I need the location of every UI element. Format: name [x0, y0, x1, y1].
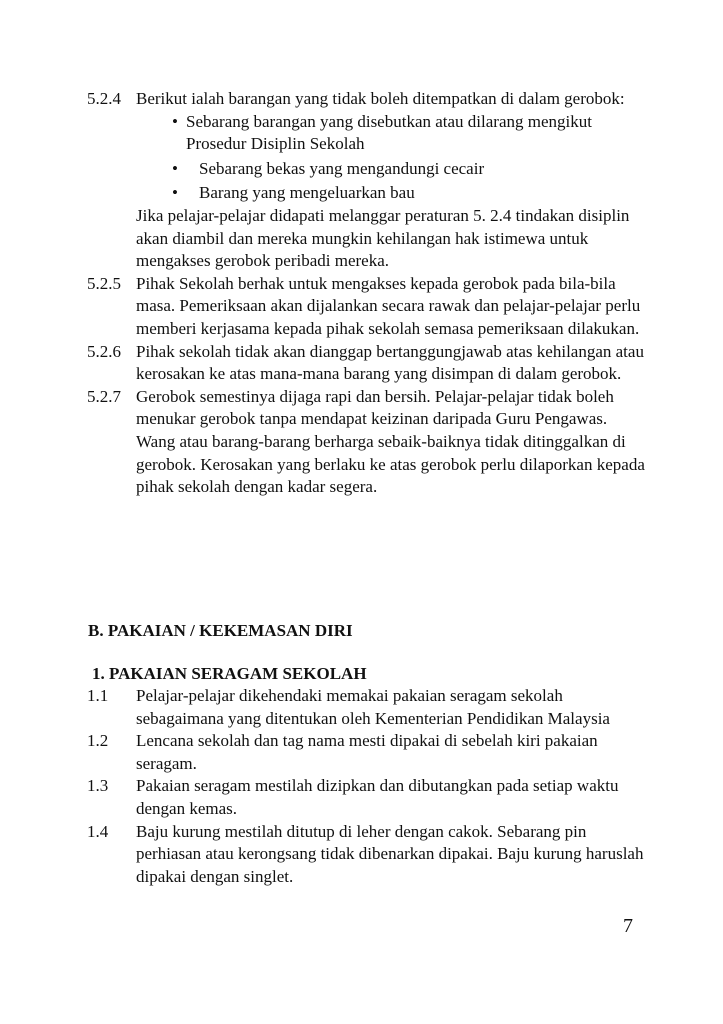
bullet-icon: •: [172, 158, 178, 178]
rule-number: 5.2.7: [87, 386, 121, 406]
rule-text: Pihak sekolah tidak akan dianggap bertanggungjawab atas kehilangan atau kerosakan ke atas mana-mana barang yang disimpan di dalam gerobok.: [136, 341, 644, 384]
rule-number: 5.2.5: [87, 273, 121, 293]
prohibited-items-list: [136, 111, 647, 205]
list-item-text: Barang yang mengeluarkan bau: [199, 183, 415, 203]
uniform-rules-section: [87, 685, 647, 888]
rule-number: 1.1: [87, 686, 109, 705]
rule-closing: Jika pelajar-pelajar didapati melanggar peraturan 5. 2.4 tindakan disiplin akan diambil dan mereka mungkin kehilangan hak istimewa untuk mengakses gerobok peribadi mereka.: [136, 205, 630, 271]
section-heading: B. PAKAIAN / KEKEMASAN DIRI: [88, 621, 353, 640]
rule-text: Pakaian seragam mestilah dizipkan dan dibutangkan pada setiap waktu dengan kemas.: [136, 776, 619, 818]
rule-1-4: [87, 821, 647, 889]
rule-number: 5.2.4: [87, 89, 121, 108]
bullet-icon: •: [172, 183, 178, 203]
rule-5-2-5: [87, 273, 647, 341]
rule-1-1: [87, 685, 647, 730]
subsection-heading: 1. PAKAIAN SERAGAM SEKOLAH: [92, 664, 367, 683]
page-number: 7: [623, 915, 633, 937]
list-item-text: Sebarang barangan yang disebutkan atau dilarang mengikut Prosedur Disiplin Sekolah: [186, 111, 592, 154]
rule-text: Gerobok semestinya dijaga rapi dan bersih. Pelajar-pelajar tidak boleh menukar gerobok tanpa mendapat keizinan daripada Guru Pengawas. Wang atau barang-barang berharga sebaik-baiknya tidak ditinggalkan di gerobok. Kerosakan yang berlaku ke atas gerobok perlu dilaporkan kepada pihak sekolah dengan kadar segera.: [136, 386, 645, 497]
list-item-text: Sebarang bekas yang mengandungi cecair: [199, 158, 485, 178]
rule-text: Lencana sekolah dan tag nama mesti dipakai di sebelah kiri pakaian seragam.: [136, 731, 598, 773]
rule-1-2: [87, 730, 647, 775]
rule-1-3: [87, 775, 647, 820]
bullet-icon: •: [172, 111, 178, 131]
rule-number: 1.2: [87, 731, 109, 751]
rule-5-2-7: [87, 386, 647, 499]
rule-text: Pihak Sekolah berhak untuk mengakses kepada gerobok pada bila-bila masa. Pemeriksaan akan dijalankan secara rawak dan pelajar-pelajar perlu memberi kerjasama kepada pihak sekolah semasa pemeriksaan dilakukan.: [136, 273, 641, 338]
rule-text: Baju kurung mestilah ditutup di leher dengan cakok. Sebarang pin perhiasan atau kerongsang tidak dibenarkan dipakai. Baju kurung haruslah dipakai dengan singlet.: [136, 821, 644, 886]
rule-5-2-6: [87, 341, 647, 386]
rule-5-2-4: [87, 88, 647, 273]
rule-number: 1.4: [87, 821, 109, 841]
rule-number: 5.2.6: [87, 341, 121, 361]
locker-rules-section: [87, 88, 647, 499]
list-item: [172, 111, 647, 156]
rule-text: Pelajar-pelajar dikehendaki memakai pakaian seragam sekolah sebagaimana yang ditentukan oleh Kementerian Pendidikan Malaysia: [136, 686, 610, 728]
rule-intro: Berikut ialah barangan yang tidak boleh ditempatkan di dalam gerobok:: [136, 89, 625, 108]
list-item: [172, 182, 647, 205]
list-item: [172, 158, 647, 181]
rule-number: 1.3: [87, 776, 109, 796]
